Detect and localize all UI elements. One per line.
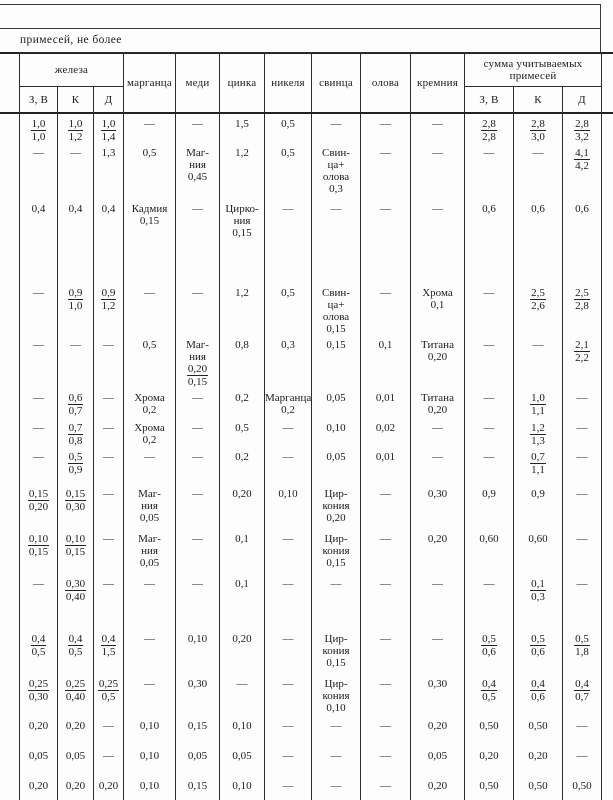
fraction-value: $\frac{0,10}{0,15}$ bbox=[65, 533, 86, 558]
subcol-iron-zv: З, В bbox=[20, 87, 58, 114]
table-cell: 0,1 bbox=[361, 335, 411, 388]
table-cell: 0,20 bbox=[411, 776, 465, 800]
page-top-rule-2 bbox=[0, 28, 601, 29]
table-cell: 0,15 bbox=[176, 776, 220, 800]
table-cell: 0,50 bbox=[514, 776, 563, 800]
table-cell: — bbox=[124, 674, 176, 716]
table-cell: — bbox=[94, 418, 124, 447]
subcol-sum-zv: З, В bbox=[465, 87, 514, 114]
table-cell: — bbox=[176, 199, 220, 283]
table-cell bbox=[20, 114, 58, 144]
table-cell: — bbox=[312, 746, 361, 776]
table-cell: — bbox=[220, 674, 265, 716]
table-cell: — bbox=[514, 335, 563, 388]
table-cell: 0,50 bbox=[514, 716, 563, 746]
table-cell bbox=[563, 114, 602, 144]
table-cell: — bbox=[265, 529, 312, 574]
table-cell: — bbox=[124, 283, 176, 335]
fraction-value: $\frac{0,4}{0,6}$ bbox=[531, 678, 545, 703]
table-cell: 0,20 bbox=[20, 776, 58, 800]
header-bottom-rule bbox=[0, 112, 613, 114]
table-cell: — bbox=[265, 776, 312, 800]
table-cell: 0,5 bbox=[265, 143, 312, 199]
table-cell: 0,20 bbox=[220, 484, 265, 529]
table-cell: — bbox=[176, 114, 220, 144]
table-cell: 0,20 bbox=[220, 629, 265, 674]
table-cell: Титана 0,20 bbox=[411, 335, 465, 388]
table-cell: — bbox=[312, 776, 361, 800]
table-cell: 0,01 bbox=[361, 388, 411, 418]
col-lead: свинца bbox=[312, 53, 361, 114]
table-cell: — bbox=[94, 529, 124, 574]
table-row bbox=[20, 716, 602, 746]
table-cell: — bbox=[361, 484, 411, 529]
fraction-value: $\frac{1,0}{1,0}$ bbox=[31, 118, 46, 143]
table-cell bbox=[514, 388, 563, 418]
table-cell: 0,4 bbox=[20, 199, 58, 283]
table-cell: 0,10 bbox=[124, 716, 176, 746]
table-cell: 0,20 bbox=[465, 746, 514, 776]
table-cell: 0,60 bbox=[514, 529, 563, 574]
table-cell: — bbox=[176, 529, 220, 574]
table-cell bbox=[20, 629, 58, 674]
table-cell: 0,5 bbox=[124, 143, 176, 199]
table-cell: — bbox=[20, 283, 58, 335]
fraction-value: $\frac{0,15}{0,30}$ bbox=[65, 488, 86, 513]
col-silicon: кремния bbox=[411, 53, 465, 114]
fraction-value: $\frac{0,4}{0,7}$ bbox=[575, 678, 589, 703]
table-cell: 0,6 bbox=[465, 199, 514, 283]
table-cell: — bbox=[124, 574, 176, 629]
table-cell: — bbox=[361, 674, 411, 716]
table-cell: 0,20 bbox=[411, 529, 465, 574]
fraction-value: $\frac{0,30}{0,40}$ bbox=[65, 578, 86, 603]
table-cell: — bbox=[94, 716, 124, 746]
table-cell bbox=[465, 674, 514, 716]
table-cell: 0,2 bbox=[220, 447, 265, 484]
table-cell: — bbox=[563, 388, 602, 418]
table-cell: — bbox=[563, 484, 602, 529]
table-row bbox=[20, 335, 602, 388]
fraction-value: $\frac{0,25}{0,40}$ bbox=[65, 678, 86, 703]
table-cell: 0,9 bbox=[465, 484, 514, 529]
col-manganese: марганца bbox=[124, 53, 176, 114]
table-cell: 0,20 bbox=[514, 746, 563, 776]
table-cell: 0,5 bbox=[265, 283, 312, 335]
table-cell: — bbox=[176, 484, 220, 529]
table-cell: 0,05 bbox=[20, 746, 58, 776]
table-cell bbox=[563, 335, 602, 388]
table-cell: — bbox=[563, 447, 602, 484]
table-cell: — bbox=[563, 529, 602, 574]
table-cell bbox=[20, 484, 58, 529]
fraction-value: $\frac{0,9}{1,0}$ bbox=[68, 287, 83, 312]
table-cell: Титана 0,20 bbox=[411, 388, 465, 418]
table-cell: 1,2 bbox=[220, 283, 265, 335]
table-cell: 1,3 bbox=[94, 143, 124, 199]
table-cell: — bbox=[20, 143, 58, 199]
table-cell: — bbox=[176, 283, 220, 335]
table-row bbox=[20, 529, 602, 574]
table-cell: — bbox=[20, 388, 58, 418]
table-cell: — bbox=[94, 388, 124, 418]
table-cell: 0,10 bbox=[124, 776, 176, 800]
fraction-value: $\frac{0,25}{0,30}$ bbox=[28, 678, 49, 703]
table-cell bbox=[514, 447, 563, 484]
table-cell: Маг- ния $\frac{0,20}{0,15}$ bbox=[176, 335, 220, 388]
table-row bbox=[20, 629, 602, 674]
table-cell: — bbox=[361, 199, 411, 283]
table-cell: — bbox=[361, 529, 411, 574]
table-cell: 0,10 bbox=[124, 746, 176, 776]
table-cell: Кадмия 0,15 bbox=[124, 199, 176, 283]
table-cell: 0,2 bbox=[220, 388, 265, 418]
table-cell: — bbox=[124, 447, 176, 484]
table-cell bbox=[94, 629, 124, 674]
table-cell: — bbox=[465, 418, 514, 447]
table-cell: — bbox=[94, 484, 124, 529]
table-cell: 0,6 bbox=[514, 199, 563, 283]
table-row bbox=[20, 776, 602, 800]
table-cell: — bbox=[124, 114, 176, 144]
table-cell bbox=[514, 114, 563, 144]
table-cell: 0,30 bbox=[411, 484, 465, 529]
table-cell: — bbox=[176, 418, 220, 447]
table-cell: 0,02 bbox=[361, 418, 411, 447]
table-cell: — bbox=[176, 447, 220, 484]
table-cell: — bbox=[265, 629, 312, 674]
table-cell: — bbox=[94, 335, 124, 388]
table-cell: 0,50 bbox=[465, 716, 514, 746]
table-cell: Цир- кония 0,10 bbox=[312, 674, 361, 716]
table-cell: 0,5 bbox=[265, 114, 312, 144]
fraction-value: $\frac{1,2}{1,3}$ bbox=[531, 422, 545, 447]
table-cell: Цир- кония 0,20 bbox=[312, 484, 361, 529]
table-cell: — bbox=[94, 746, 124, 776]
table-cell: 0,20 bbox=[58, 776, 94, 800]
table-cell: — bbox=[265, 199, 312, 283]
table-row bbox=[20, 418, 602, 447]
table-cell: Маг- ния 0,05 bbox=[124, 529, 176, 574]
table-row bbox=[20, 283, 602, 335]
table-cell: 0,10 bbox=[220, 776, 265, 800]
table-cell: — bbox=[563, 574, 602, 629]
table-cell: — bbox=[361, 114, 411, 144]
table-cell bbox=[514, 418, 563, 447]
table-cell: 0,15 bbox=[312, 335, 361, 388]
table-cell: — bbox=[514, 143, 563, 199]
table-cell bbox=[465, 629, 514, 674]
table-cell: 0,10 bbox=[312, 418, 361, 447]
table-cell: — bbox=[20, 335, 58, 388]
table-cell: — bbox=[411, 629, 465, 674]
table-cell: — bbox=[465, 574, 514, 629]
table-cell: — bbox=[361, 143, 411, 199]
table-cell: 0,6 bbox=[563, 199, 602, 283]
table-cell: — bbox=[176, 574, 220, 629]
table-cell: — bbox=[465, 143, 514, 199]
table-cell: Маг- ния 0,45 bbox=[176, 143, 220, 199]
fraction-value: $\frac{0,5}{0,6}$ bbox=[531, 633, 545, 658]
table-cell: — bbox=[265, 574, 312, 629]
table-cell: 0,15 bbox=[176, 716, 220, 746]
table-cell: — bbox=[465, 335, 514, 388]
table-cell bbox=[58, 674, 94, 716]
table-cell: — bbox=[361, 716, 411, 746]
table-cell: Хрома 0,1 bbox=[411, 283, 465, 335]
table-cell: — bbox=[361, 574, 411, 629]
table-cell bbox=[20, 529, 58, 574]
table-cell bbox=[563, 674, 602, 716]
table-cell: — bbox=[361, 746, 411, 776]
table-cell: 0,30 bbox=[411, 674, 465, 716]
fraction-value: $\frac{2,1}{2,2}$ bbox=[575, 339, 589, 364]
table-cell: — bbox=[361, 283, 411, 335]
subcol-sum-k: К bbox=[514, 87, 563, 114]
fraction-value: $\frac{0,5}{0,6}$ bbox=[482, 633, 496, 658]
table-cell bbox=[58, 529, 94, 574]
fraction-value: $\frac{0,20}{0,15}$ bbox=[187, 363, 208, 388]
table-cell: — bbox=[20, 418, 58, 447]
table-cell: 0,05 bbox=[411, 746, 465, 776]
table-cell: 0,4 bbox=[58, 199, 94, 283]
table-cell bbox=[58, 447, 94, 484]
fraction-value: $\frac{0,4}{0,5}$ bbox=[68, 633, 83, 658]
table-cell bbox=[514, 574, 563, 629]
fraction-value: $\frac{0,7}{1,1}$ bbox=[531, 451, 545, 476]
table-row bbox=[20, 199, 602, 283]
table-cell: — bbox=[176, 388, 220, 418]
table-cell bbox=[58, 114, 94, 144]
table-cell: Хрома 0,2 bbox=[124, 388, 176, 418]
table-cell: — bbox=[312, 114, 361, 144]
impurities-table bbox=[19, 52, 602, 800]
table-cell: 0,50 bbox=[563, 776, 602, 800]
header-group-row bbox=[20, 53, 602, 87]
subcol-iron-d: Д bbox=[94, 87, 124, 114]
table-cell: — bbox=[411, 199, 465, 283]
col-copper: меди bbox=[176, 53, 220, 114]
table-cell: 0,10 bbox=[176, 629, 220, 674]
table-cell: 0,1 bbox=[220, 529, 265, 574]
fraction-value: $\frac{2,5}{2,8}$ bbox=[575, 287, 589, 312]
table-cell: 0,05 bbox=[58, 746, 94, 776]
table-cell bbox=[563, 143, 602, 199]
table-cell bbox=[465, 114, 514, 144]
table-cell: 0,20 bbox=[58, 716, 94, 746]
fraction-value: $\frac{1,0}{1,2}$ bbox=[68, 118, 83, 143]
table-cell: — bbox=[411, 574, 465, 629]
table-row bbox=[20, 746, 602, 776]
table-cell: 0,60 bbox=[465, 529, 514, 574]
table-row bbox=[20, 574, 602, 629]
fraction-value: $\frac{1,0}{1,1}$ bbox=[531, 392, 545, 417]
table-cell bbox=[58, 388, 94, 418]
table-row bbox=[20, 388, 602, 418]
table-cell: 0,5 bbox=[220, 418, 265, 447]
table-cell: — bbox=[20, 574, 58, 629]
table-cell: 0,8 bbox=[220, 335, 265, 388]
col-group-iron: железа bbox=[20, 53, 124, 87]
table-body bbox=[20, 114, 602, 800]
fraction-value: $\frac{1,0}{1,4}$ bbox=[101, 118, 116, 143]
table-header bbox=[20, 53, 602, 114]
table-cell: Цирко- ния 0,15 bbox=[220, 199, 265, 283]
fraction-value: $\frac{0,4}{1,5}$ bbox=[101, 633, 116, 658]
table-cell: 0,20 bbox=[20, 716, 58, 746]
table-cell: Хрома 0,2 bbox=[124, 418, 176, 447]
table-cell: 0,4 bbox=[94, 199, 124, 283]
table-cell: — bbox=[265, 716, 312, 746]
table-cell: Маг- ния 0,05 bbox=[124, 484, 176, 529]
fraction-value: $\frac{0,4}{0,5}$ bbox=[31, 633, 46, 658]
table-row bbox=[20, 447, 602, 484]
table-cell bbox=[58, 283, 94, 335]
table-cell: — bbox=[265, 447, 312, 484]
table-cell bbox=[514, 629, 563, 674]
table-cell bbox=[563, 283, 602, 335]
table-cell: — bbox=[265, 418, 312, 447]
table-cell bbox=[94, 674, 124, 716]
table-continuation-label: примесей, не более bbox=[20, 34, 122, 46]
table-row bbox=[20, 143, 602, 199]
table-cell: — bbox=[411, 114, 465, 144]
fraction-value: $\frac{0,25}{0,5}$ bbox=[98, 678, 119, 703]
table-cell: — bbox=[20, 447, 58, 484]
table-cell: — bbox=[411, 447, 465, 484]
fraction-value: $\frac{0,9}{1,2}$ bbox=[101, 287, 116, 312]
table-cell: — bbox=[563, 418, 602, 447]
fraction-value: $\frac{2,8}{3,2}$ bbox=[575, 118, 589, 143]
table-cell: 1,2 bbox=[220, 143, 265, 199]
table-cell: — bbox=[265, 746, 312, 776]
table-cell: — bbox=[465, 283, 514, 335]
fraction-value: $\frac{0,5}{1,8}$ bbox=[575, 633, 589, 658]
table-row bbox=[20, 484, 602, 529]
table-cell: 0,05 bbox=[176, 746, 220, 776]
table-cell bbox=[58, 418, 94, 447]
table-cell: 0,3 bbox=[265, 335, 312, 388]
fraction-value: $\frac{2,5}{2,6}$ bbox=[531, 287, 545, 312]
fraction-value: $\frac{0,10}{0,15}$ bbox=[28, 533, 49, 558]
table-cell: — bbox=[361, 776, 411, 800]
fraction-value: $\frac{0,7}{0,8}$ bbox=[68, 422, 83, 447]
table-cell: — bbox=[361, 629, 411, 674]
table-cell bbox=[514, 674, 563, 716]
table-cell: — bbox=[312, 574, 361, 629]
table-cell bbox=[94, 283, 124, 335]
table-cell: 0,10 bbox=[220, 716, 265, 746]
table-cell: — bbox=[58, 143, 94, 199]
fraction-value: $\frac{0,4}{0,5}$ bbox=[482, 678, 496, 703]
table-cell: — bbox=[411, 418, 465, 447]
table-cell: Цир- кония 0,15 bbox=[312, 529, 361, 574]
page-top-rule-1 bbox=[0, 4, 601, 5]
subcol-sum-d: Д bbox=[563, 87, 602, 114]
table-cell bbox=[514, 283, 563, 335]
fraction-value: $\frac{0,1}{0,3}$ bbox=[531, 578, 545, 603]
table-row bbox=[20, 674, 602, 716]
table-cell: 0,20 bbox=[94, 776, 124, 800]
table-cell: — bbox=[58, 335, 94, 388]
table-cell: — bbox=[265, 674, 312, 716]
table-cell: Свин- ца+ олова 0,3 bbox=[312, 143, 361, 199]
table-cell: 0,05 bbox=[312, 447, 361, 484]
table-cell: — bbox=[124, 629, 176, 674]
table-cell: 0,05 bbox=[220, 746, 265, 776]
table-cell: 0,20 bbox=[411, 716, 465, 746]
table-cell: — bbox=[312, 199, 361, 283]
table-cell: — bbox=[94, 574, 124, 629]
table-cell: 0,1 bbox=[220, 574, 265, 629]
table-cell: 0,50 bbox=[465, 776, 514, 800]
table-cell bbox=[58, 629, 94, 674]
fraction-value: $\frac{4,1}{4,2}$ bbox=[575, 147, 589, 172]
table-cell: — bbox=[465, 447, 514, 484]
table-cell: 0,5 bbox=[124, 335, 176, 388]
fraction-value: $\frac{0,5}{0,9}$ bbox=[68, 451, 83, 476]
table-cell bbox=[94, 114, 124, 144]
fraction-value: $\frac{2,8}{3,0}$ bbox=[531, 118, 545, 143]
table-cell: 0,01 bbox=[361, 447, 411, 484]
table-cell: — bbox=[465, 388, 514, 418]
fraction-value: $\frac{0,15}{0,20}$ bbox=[28, 488, 49, 513]
table-cell: Цир- кония 0,15 bbox=[312, 629, 361, 674]
table-cell: 0,9 bbox=[514, 484, 563, 529]
fraction-value: $\frac{0,6}{0,7}$ bbox=[68, 392, 83, 417]
table-cell: 0,10 bbox=[265, 484, 312, 529]
col-group-sum: сумма учитываемых примесей bbox=[465, 53, 602, 87]
table-cell: 0,05 bbox=[312, 388, 361, 418]
table-cell bbox=[563, 629, 602, 674]
table-cell: — bbox=[563, 746, 602, 776]
table-cell: — bbox=[94, 447, 124, 484]
subcol-iron-k: К bbox=[58, 87, 94, 114]
table-cell: Марганца 0,2 bbox=[265, 388, 312, 418]
page-right-rule bbox=[600, 4, 601, 52]
col-nickel: никеля bbox=[265, 53, 312, 114]
table-cell: — bbox=[411, 143, 465, 199]
table-cell: 1,5 bbox=[220, 114, 265, 144]
table-cell bbox=[20, 674, 58, 716]
table-cell: — bbox=[563, 716, 602, 746]
fraction-value: $\frac{2,8}{2,8}$ bbox=[482, 118, 496, 143]
col-tin: олова bbox=[361, 53, 411, 114]
table-cell bbox=[58, 484, 94, 529]
table-cell: — bbox=[312, 716, 361, 746]
table-cell: 0,30 bbox=[176, 674, 220, 716]
table-cell bbox=[58, 574, 94, 629]
col-zinc: цинка bbox=[220, 53, 265, 114]
table-cell: Свин- ца+ олова 0,15 bbox=[312, 283, 361, 335]
table-row bbox=[20, 114, 602, 144]
